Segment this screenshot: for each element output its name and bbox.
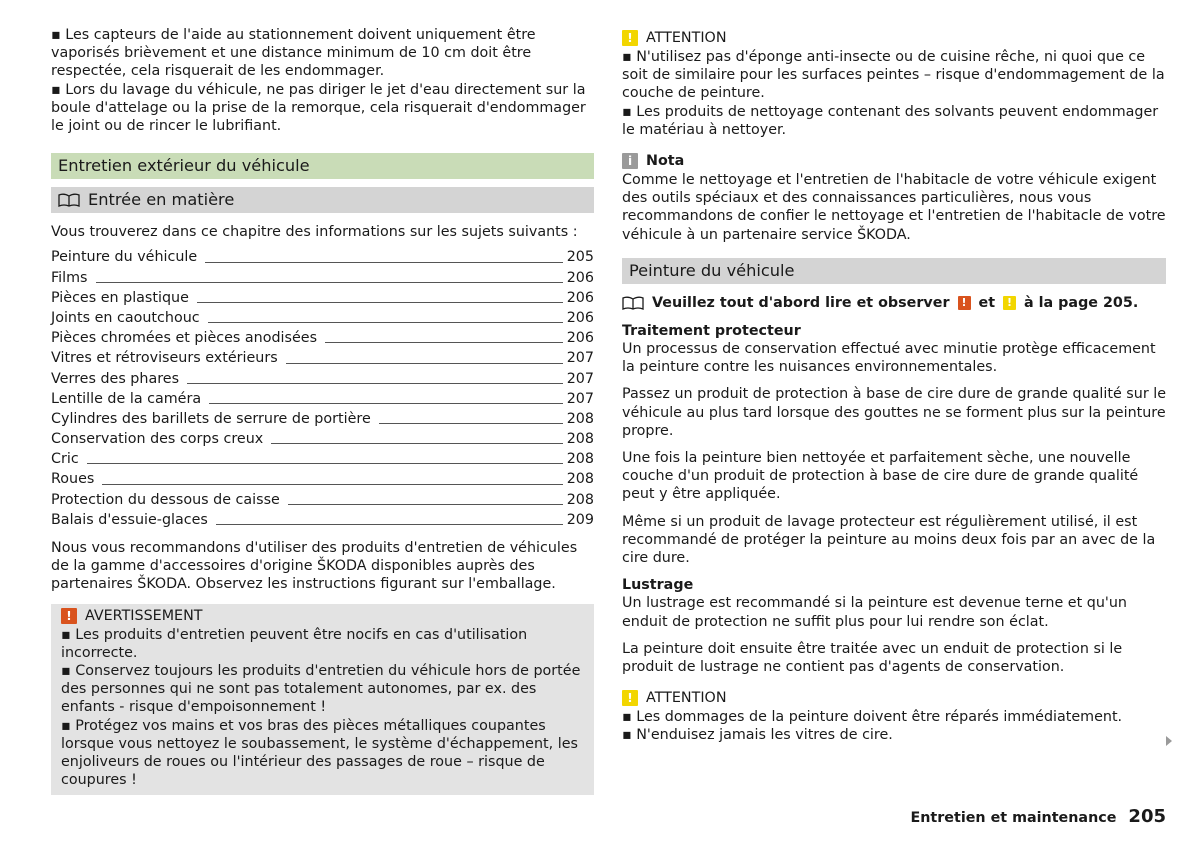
attention-bullet: ▪ N'enduisez jamais les vitres de cire.: [622, 726, 1166, 744]
toc-row[interactable]: [51, 429, 594, 449]
section-heading-exterior: Entretien extérieur du véhicule: [51, 153, 594, 179]
left-column: [51, 26, 594, 795]
protect-paragraph: Un processus de conservation effectué avec minutie protège efficacement la peinture contre les nuisances environnementales.: [622, 341, 1156, 376]
table-of-contents: [51, 247, 594, 530]
attention-exclamation-icon: !: [622, 30, 638, 46]
toc-label: Roues: [51, 471, 95, 488]
toc-row[interactable]: [51, 247, 594, 267]
book-icon: [58, 193, 80, 207]
toc-leader: [102, 484, 562, 485]
toc-row[interactable]: [51, 409, 594, 429]
note-text: Comme le nettoyage et l'entretien de l'habitacle de votre véhicule exigent des outils spéciaux et des connaissances particulières, nous vous recommandons de confier le nettoyage et l'entretien de l'habitacle de votre véhicule à un partenaire service ŠKODA.: [622, 172, 1166, 243]
attention-title: ATTENTION: [646, 690, 727, 707]
toc-leader: [87, 463, 563, 464]
toc-label: Lentille de la caméra: [51, 390, 202, 407]
toc-leader: [208, 322, 563, 323]
toc-leader: [209, 403, 563, 404]
warning-header: [61, 606, 582, 626]
recommend-paragraph: Nous vous recommandons d'utiliser des produits d'entretien de véhicules de la gamme d'accessoires d'origine ŠKODA disponibles auprès des partenaires ŠKODA. Observez les instructions figurant sur l'emballage.: [51, 540, 578, 593]
toc-page: 206: [566, 289, 594, 306]
toc-page: 207: [566, 350, 594, 367]
toc-leader: [96, 282, 563, 283]
page-number: 205: [1128, 806, 1166, 827]
next-page-arrow-icon[interactable]: [1166, 736, 1172, 746]
toc-row[interactable]: [51, 369, 594, 389]
toc-row[interactable]: [51, 308, 594, 328]
toc-page: 207: [566, 390, 594, 407]
page-footer: [910, 806, 1166, 827]
book-icon: [622, 296, 644, 310]
toc-label: Peinture du véhicule: [51, 249, 198, 266]
toc-page: 208: [566, 451, 594, 468]
toc-label: Cric: [51, 451, 79, 468]
polish-paragraph: Un lustrage est recommandé si la peinture est devenue terne et qu'un enduit de protection ne suffit plus pour lui rendre son éclat.: [622, 595, 1127, 630]
read-first-line: [622, 292, 1166, 314]
protect-heading: Traitement protecteur: [622, 322, 801, 339]
protect-paragraph: Une fois la peinture bien nettoyée et parfaitement sèche, une nouvelle couche d'un produit de protection à base de cire dure de grande qualité peut y être appliquée.: [622, 450, 1139, 503]
warning-box: [51, 604, 594, 796]
toc-page: 208: [566, 491, 594, 508]
attention-header: [622, 688, 1166, 708]
toc-label: Balais d'essuie-glaces: [51, 511, 208, 528]
toc-leader: [325, 342, 563, 343]
protect-paragraph: Passez un produit de protection à base de cire dure de grande qualité sur le véhicule au plus tard lorsque des gouttes ne se forment plus sur la peinture propre.: [622, 386, 1167, 439]
toc-page: 205: [566, 249, 594, 266]
section-heading-paint: [622, 258, 1166, 284]
attention-bullet: ▪ N'utilisez pas d'éponge anti-insecte ou de cuisine rêche, ni quoi que ce soit de similaire pour les surfaces peintes – risque d'endommagement de la couche de peinture.: [622, 48, 1166, 103]
toc-row[interactable]: [51, 469, 594, 489]
toc-label: Verres des phares: [51, 370, 180, 387]
intro-bullet: ▪ Les capteurs de l'aide au stationnement doivent uniquement être vaporisés brièvement et une distance minimum de 10 cm doit être respectée, cela risquerait de les endommager.: [51, 26, 594, 81]
warning-ref-icon[interactable]: !: [958, 296, 971, 310]
toc-leader: [205, 262, 563, 263]
polish-paragraph: La peinture doit ensuite être traitée avec un enduit de protection si le produit de lustrage ne contient pas d'agents de conservation.: [622, 640, 1123, 676]
toc-page: 206: [566, 330, 594, 347]
note-title: Nota: [646, 153, 685, 170]
toc-label: Joints en caoutchouc: [51, 309, 200, 326]
toc-page: 208: [566, 471, 594, 488]
toc-label: Films: [51, 269, 88, 286]
toc-label: Vitres et rétroviseurs extérieurs: [51, 350, 278, 367]
toc-row[interactable]: [51, 268, 594, 288]
subsection-heading-intro: [51, 187, 594, 213]
section-title: Peinture du véhicule: [629, 260, 795, 280]
toc-page: 209: [566, 511, 594, 528]
attention-ref-icon[interactable]: !: [1003, 296, 1016, 310]
attention-exclamation-icon: !: [622, 690, 638, 706]
toc-leader: [197, 302, 563, 303]
polish-heading: Lustrage: [622, 577, 694, 594]
warning-exclamation-icon: !: [61, 608, 77, 624]
read-first-page: à la page 205.: [1024, 294, 1139, 311]
read-first-and: et: [978, 294, 996, 311]
toc-leader: [288, 504, 563, 505]
toc-label: Pièces chromées et pièces anodisées: [51, 330, 318, 347]
subsection-title: Entrée en matière: [88, 190, 235, 210]
toc-label: Cylindres des barillets de serrure de portière: [51, 410, 371, 427]
toc-intro: Vous trouverez dans ce chapitre des informations sur les sujets suivants :: [51, 224, 578, 241]
note-header: [622, 151, 1166, 171]
toc-page: 207: [566, 370, 594, 387]
toc-leader: [286, 363, 563, 364]
toc-page: 206: [566, 269, 594, 286]
warning-title: AVERTISSEMENT: [85, 607, 203, 624]
right-column: [622, 28, 1166, 745]
intro-bullet: ▪ Lors du lavage du véhicule, ne pas diriger le jet d'eau directement sur la boule d'attelage ou la prise de la remorque, cela risquerait d'endommager le joint ou de rincer le lubrifiant.: [51, 81, 594, 136]
protect-paragraph: Même si un produit de lavage protecteur est régulièrement utilisé, il est recommandé de protéger la peinture au moins deux fois par an avec de la cire dure.: [622, 513, 1156, 567]
toc-row[interactable]: [51, 389, 594, 409]
toc-row[interactable]: [51, 288, 594, 308]
toc-leader: [187, 383, 563, 384]
toc-page: 208: [566, 410, 594, 427]
toc-leader: [271, 443, 562, 444]
footer-chapter: Entretien et maintenance: [910, 810, 1117, 826]
toc-row[interactable]: [51, 510, 594, 530]
info-icon: i: [622, 153, 638, 169]
attention-header: [622, 28, 1166, 48]
toc-row[interactable]: [51, 328, 594, 348]
toc-page: 206: [566, 309, 594, 326]
attention-bullet: ▪ Les dommages de la peinture doivent être réparés immédiatement.: [622, 708, 1166, 726]
toc-page: 208: [566, 431, 594, 448]
toc-row[interactable]: [51, 348, 594, 368]
toc-label: Protection du dessous de caisse: [51, 491, 280, 508]
toc-row[interactable]: [51, 449, 594, 469]
warning-bullet: ▪ Conservez toujours les produits d'entretien du véhicule hors de portée des personnes qui ne sont pas totalement autonomes, par ex. des enfants - risque d'empoisonnement !: [61, 662, 582, 717]
toc-label: Pièces en plastique: [51, 289, 189, 306]
attention-title: ATTENTION: [646, 30, 727, 46]
warning-bullet: ▪ Protégez vos mains et vos bras des pièces métalliques coupantes lorsque vous nettoyez le soubassement, le système d'échappement, les enjoliveurs de roues ou l'intérieur des passages de roue – risque de coupures !: [61, 717, 582, 790]
toc-leader: [379, 423, 563, 424]
attention-bullet: ▪ Les produits de nettoyage contenant des solvants peuvent endommager le matériau à nettoyer.: [622, 103, 1166, 139]
toc-row[interactable]: [51, 490, 594, 510]
warning-bullet: ▪ Les produits d'entretien peuvent être nocifs en cas d'utilisation incorrecte.: [61, 626, 582, 662]
toc-label: Conservation des corps creux: [51, 431, 264, 448]
toc-leader: [216, 524, 563, 525]
read-first-text: Veuillez tout d'abord lire et observer: [652, 294, 950, 311]
